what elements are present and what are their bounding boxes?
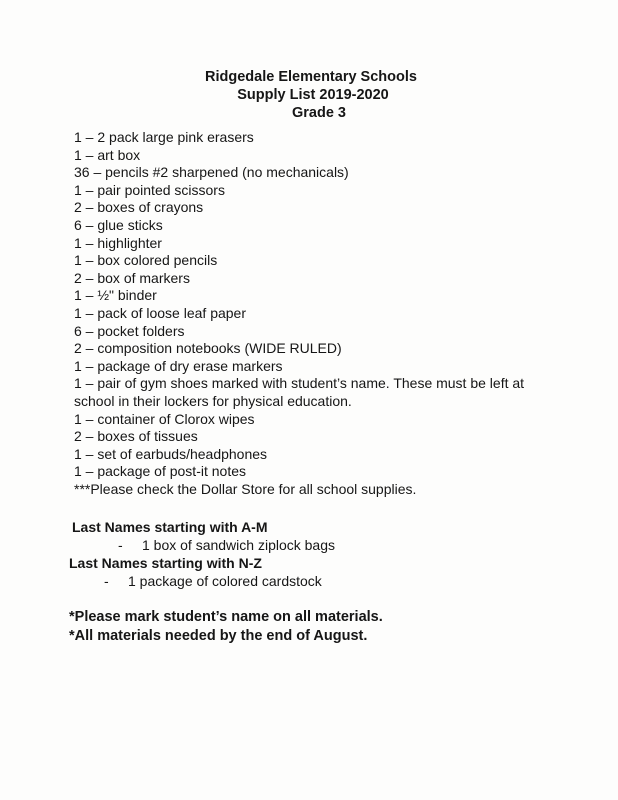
list-item: 1 – set of earbuds/headphones: [74, 445, 268, 462]
list-item: 1 – highlighter: [74, 234, 162, 251]
list-item: 1 – ½" binder: [74, 287, 157, 304]
list-item: 6 – pocket folders: [74, 322, 185, 339]
school-name: Ridgedale Elementary Schools: [205, 69, 417, 85]
note-mark-name: *Please mark student’s name on all materials.: [69, 609, 383, 625]
list-item: 1 – package of post-it notes: [74, 463, 246, 480]
dash-bullet: -: [118, 537, 123, 553]
supply-list-title: Supply List 2019-2020: [237, 87, 389, 103]
supply-list: [74, 129, 574, 498]
list-item: 2 – boxes of crayons: [74, 199, 204, 216]
list-item: 1 – art box: [74, 146, 141, 163]
dash-bullet: -: [104, 573, 109, 589]
closing-notes: [69, 608, 383, 646]
group-item-n-z: [104, 573, 322, 590]
note-deadline: *All materials needed by the end of August.: [69, 628, 368, 644]
group-heading-n-z: Last Names starting with N-Z: [69, 555, 262, 571]
group-heading-a-m: Last Names starting with A-M: [72, 519, 268, 535]
list-item: 1 – box colored pencils: [74, 252, 218, 269]
list-item: 2 – boxes of tissues: [74, 428, 198, 445]
list-item: 2 – composition notebooks (WIDE RULED): [74, 340, 342, 357]
document-header: [0, 68, 618, 122]
group-item-text: 1 package of colored cardstock: [128, 573, 322, 589]
list-item: 1 – container of Clorox wipes: [74, 410, 255, 427]
list-item-gym-shoes: 1 – pair of gym shoes marked with student’s name. These must be left at school in their lockers for physical education.: [74, 375, 525, 409]
grade-label: Grade 3: [292, 105, 346, 121]
list-item: 1 – package of dry erase markers: [74, 357, 283, 374]
dollar-store-note: ***Please check the Dollar Store for all school supplies.: [74, 480, 417, 497]
list-item: 6 – glue sticks: [74, 216, 163, 233]
group-item-text: 1 box of sandwich ziplock bags: [142, 537, 335, 553]
list-item: 1 – pack of loose leaf paper: [74, 304, 247, 321]
list-item: 1 – pair pointed scissors: [74, 181, 225, 198]
list-item: 1 – 2 pack large pink erasers: [74, 129, 254, 145]
list-item: 36 – pencils #2 sharpened (no mechanicals): [74, 164, 349, 181]
list-item: 2 – box of markers: [74, 269, 190, 286]
group-item-a-m: [118, 537, 335, 554]
